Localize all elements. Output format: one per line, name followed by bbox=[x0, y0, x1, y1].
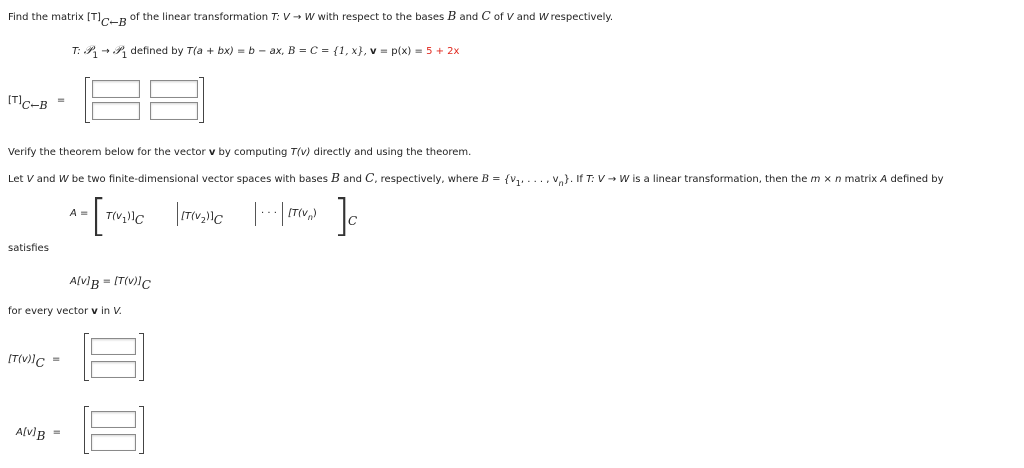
Tv-eq: = bbox=[52, 354, 61, 365]
text-of-linear: of the linear transformation bbox=[129, 12, 269, 23]
col1-text: T(v bbox=[106, 211, 122, 222]
formula-Av bbox=[70, 273, 151, 292]
for-every-line bbox=[8, 306, 122, 317]
space-W: W bbox=[538, 12, 549, 23]
theorem-line bbox=[8, 171, 944, 188]
formula-A-ellipsis: · · · bbox=[261, 208, 277, 219]
map-T-V-W: T: V → W bbox=[271, 12, 315, 23]
P-symbol: 𝒫 bbox=[83, 43, 93, 57]
thm-B: B bbox=[331, 171, 340, 185]
answer-Tv-label bbox=[8, 351, 61, 370]
satisfies-text: satisfies bbox=[8, 243, 49, 254]
thm-Bset: B = {v bbox=[481, 174, 516, 185]
thm-part6: defined by bbox=[890, 174, 944, 185]
for-in: in bbox=[100, 306, 111, 317]
matrix-T-input-11[interactable] bbox=[92, 80, 140, 98]
col2-sub: 2 bbox=[200, 216, 206, 225]
P-subscript-1: 1 bbox=[92, 51, 99, 61]
thm-subn: n bbox=[558, 179, 564, 188]
formula-A-coln bbox=[288, 208, 317, 222]
text-and: and bbox=[459, 12, 479, 23]
thm-W: W bbox=[58, 174, 69, 185]
formula-A-divider-2 bbox=[255, 202, 256, 226]
thm-sub1: 1 bbox=[515, 179, 521, 188]
text-of: of bbox=[493, 12, 504, 23]
Tv-C: C bbox=[35, 356, 45, 370]
Tv-input-1[interactable] bbox=[91, 338, 136, 355]
subscript-C-from-B: C←B bbox=[100, 16, 127, 29]
thm-A: A bbox=[880, 174, 888, 185]
Tv-input-2[interactable] bbox=[91, 361, 136, 378]
bases-def: B = C = {1, x}, bbox=[288, 46, 367, 57]
thm-if: If bbox=[576, 174, 583, 185]
verify-text2: by computing bbox=[218, 147, 288, 158]
text-defined-by: defined by bbox=[130, 46, 184, 57]
Av-label: A[v] bbox=[16, 427, 37, 438]
text-find: Find the matrix bbox=[8, 12, 84, 23]
basis-C: C bbox=[481, 9, 491, 23]
vector-v: v bbox=[369, 46, 377, 57]
col1-C: C bbox=[134, 213, 145, 227]
thm-let: Let bbox=[8, 174, 24, 185]
for-V: V. bbox=[113, 306, 123, 317]
formula-A-divider-3 bbox=[282, 202, 283, 226]
for-every-text: for every vector bbox=[8, 306, 89, 317]
for-v: v bbox=[91, 306, 98, 317]
matrix-T-text: [T] bbox=[8, 95, 22, 106]
formula-A-right-bracket: ] bbox=[333, 190, 351, 241]
coln-text: [T(v bbox=[288, 208, 308, 219]
thm-and2: and bbox=[343, 174, 362, 185]
col1-end: )] bbox=[127, 211, 135, 222]
answer-Av-label bbox=[16, 424, 61, 443]
space-V: V bbox=[506, 12, 514, 23]
thm-V: V bbox=[26, 174, 34, 185]
coln-end: ) bbox=[312, 208, 317, 219]
verify-text3: directly and using the theorem. bbox=[313, 147, 472, 158]
text-and-2: and bbox=[516, 12, 536, 23]
thm-part3: , respectively, where bbox=[374, 174, 479, 185]
formula-A-col2 bbox=[181, 208, 223, 227]
verify-text: Verify the theorem below for the vector bbox=[8, 147, 206, 158]
basis-B: B bbox=[447, 9, 457, 23]
matrix-T-input-22[interactable] bbox=[150, 102, 198, 120]
T-formula: T(a + bx) = b − ax, bbox=[186, 46, 285, 57]
coln-sub: n bbox=[307, 213, 313, 222]
matrix-T-sub: C←B bbox=[21, 99, 48, 112]
Av-input-2[interactable] bbox=[91, 434, 136, 451]
matrix-T-input-12[interactable] bbox=[150, 80, 198, 98]
definition-line bbox=[72, 43, 460, 61]
formula-A-eq: A = bbox=[70, 208, 89, 219]
Av-C: C bbox=[141, 278, 151, 292]
verify-line bbox=[8, 147, 471, 158]
thm-and: and bbox=[36, 174, 56, 185]
Av-lhs: A[v] bbox=[70, 276, 91, 287]
Av-left-bracket bbox=[84, 406, 89, 454]
Av-B-sub: B bbox=[36, 429, 46, 443]
formula-A-col1 bbox=[106, 208, 145, 227]
arrow: → bbox=[101, 46, 110, 57]
Tv-label: [T(v)] bbox=[8, 354, 36, 365]
col2-end: )] bbox=[205, 211, 214, 222]
P-symbol-2: 𝒫 bbox=[112, 43, 122, 57]
formula-A-left-bracket: [ bbox=[90, 190, 108, 241]
matrix-T-input-21[interactable] bbox=[92, 102, 140, 120]
text-respectively: respectively. bbox=[550, 12, 614, 23]
thm-C: C bbox=[365, 171, 375, 185]
problem-statement bbox=[8, 9, 614, 29]
matrix-T-left-bracket bbox=[85, 77, 90, 123]
thm-part5: matrix bbox=[844, 174, 878, 185]
thm-mxn: m × n bbox=[810, 174, 842, 185]
Tv-left-bracket bbox=[84, 333, 89, 381]
Av-right-bracket bbox=[139, 406, 144, 454]
col2-C: C bbox=[213, 213, 223, 227]
v-equals: = p(x) = bbox=[379, 46, 423, 57]
matrix-T-answer-label bbox=[8, 93, 66, 112]
matrix-T-right-bracket bbox=[199, 77, 204, 123]
thm-part2: be two finite-dimensional vector spaces with bases bbox=[71, 174, 328, 185]
v-value: 5 + 2x bbox=[426, 46, 460, 57]
thm-dots: , . . . , v bbox=[520, 174, 559, 185]
Av-input-1[interactable] bbox=[91, 411, 136, 428]
Av-B: B bbox=[90, 278, 100, 292]
Av-eq: = [T(v)] bbox=[102, 276, 142, 287]
matrix-T-label: [T] bbox=[87, 12, 101, 23]
Av-eq-sign: = bbox=[52, 427, 61, 438]
formula-A-C-sub: C bbox=[348, 214, 358, 228]
verify-v: v bbox=[208, 147, 216, 158]
formula-A-divider-1 bbox=[177, 202, 178, 226]
thm-close: }. bbox=[563, 174, 574, 185]
thm-Tmap: T: V → W bbox=[586, 174, 630, 185]
col1-sub: 1 bbox=[121, 216, 128, 225]
col2-text: [T(v bbox=[181, 211, 201, 222]
matrix-T-eq: = bbox=[56, 95, 66, 106]
verify-Tv: T(v) bbox=[290, 147, 311, 158]
thm-part4: is a linear transformation, then the bbox=[632, 174, 808, 185]
text-wrt: with respect to the bases bbox=[317, 12, 445, 23]
P-subscript-1b: 1 bbox=[121, 51, 128, 61]
T-prefix: T: bbox=[72, 46, 81, 57]
Tv-right-bracket bbox=[139, 333, 144, 381]
